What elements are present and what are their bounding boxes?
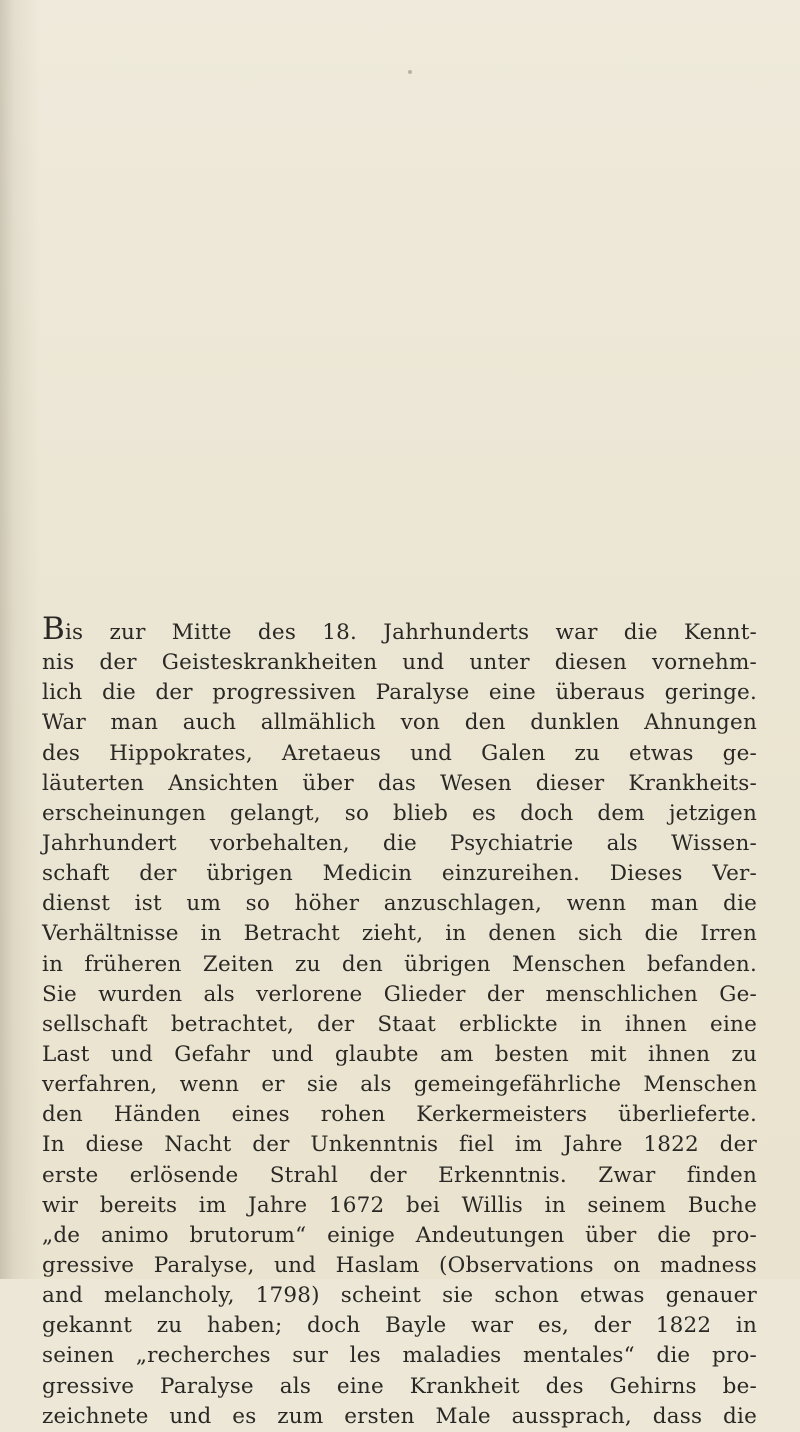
- text-line-8: Jahrhundert vorbehalten, die Psychiatrie als Wissen-: [42, 830, 757, 856]
- text-line-23: and melancholy, 1798) scheint sie schon etwas genauer: [42, 1283, 757, 1309]
- text-line-3: lich die der progressiven Paralyse eine überaus geringe.: [42, 680, 757, 706]
- text-line-5: des Hippokrates, Aretaeus und Galen zu etwas ge-: [42, 740, 757, 766]
- text-line-20: wir bereits im Jahre 1672 bei Willis in seinem Buche: [42, 1192, 757, 1218]
- text-line-1-rest: is zur Mitte des 18. Jahrhunderts war die Kennt-: [64, 620, 757, 645]
- text-line-25: seinen „recherches sur les maladies mentales“ die pro-: [42, 1343, 757, 1369]
- text-line-13: Sie wurden als verlorene Glieder der menschlichen Ge-: [42, 981, 757, 1007]
- text-line-21: „de animo brutorum“ einige Andeutungen über die pro-: [42, 1222, 757, 1248]
- text-line-4: War man auch allmählich von den dunklen Ahnungen: [42, 710, 757, 736]
- text-line-27: zeichnete und es zum ersten Male aussprach, dass die: [42, 1403, 757, 1429]
- paper-speck: [408, 70, 412, 74]
- text-line-1: [42, 611, 757, 648]
- text-line-14: sellschaft betrachtet, der Staat erblickte in ihnen eine: [42, 1011, 757, 1037]
- text-line-11: Verhältnisse in Betracht zieht, in denen sich die Irren: [42, 921, 757, 947]
- text-line-6: läuterten Ansichten über das Wesen dieser Krankheits-: [42, 770, 757, 796]
- text-line-18: In diese Nacht der Unkenntnis fiel im Jahre 1822 der: [42, 1132, 757, 1158]
- text-line-19: erste erlösende Strahl der Erkenntnis. Zwar finden: [42, 1162, 757, 1188]
- text-line-16: verfahren, wenn er sie als gemeingefährliche Menschen: [42, 1072, 757, 1098]
- text-line-10: dienst ist um so höher anzuschlagen, wenn man die: [42, 891, 757, 917]
- text-line-9: schaft der übrigen Medicin einzureihen. Dieses Ver-: [42, 861, 757, 887]
- text-line-26: gressive Paralyse als eine Krankheit des Gehirns be-: [42, 1373, 757, 1399]
- body-paragraph: [42, 611, 757, 1432]
- text-line-17: den Händen eines rohen Kerkermeisters überlieferte.: [42, 1102, 757, 1128]
- text-line-7: erscheinungen gelangt, so blieb es doch dem jetzigen: [42, 800, 757, 826]
- text-line-24: gekannt zu haben; doch Bayle war es, der 1822 in: [42, 1313, 757, 1339]
- text-line-2: nis der Geisteskrankheiten und unter diesen vornehm-: [42, 650, 757, 676]
- text-line-12: in früheren Zeiten zu den übrigen Menschen befanden.: [42, 951, 757, 977]
- text-line-22: gressive Paralyse, und Haslam (Observations on madness: [42, 1252, 757, 1278]
- text-line-15: Last und Gefahr und glaubte am besten mit ihnen zu: [42, 1041, 757, 1067]
- drop-cap: B: [42, 611, 65, 647]
